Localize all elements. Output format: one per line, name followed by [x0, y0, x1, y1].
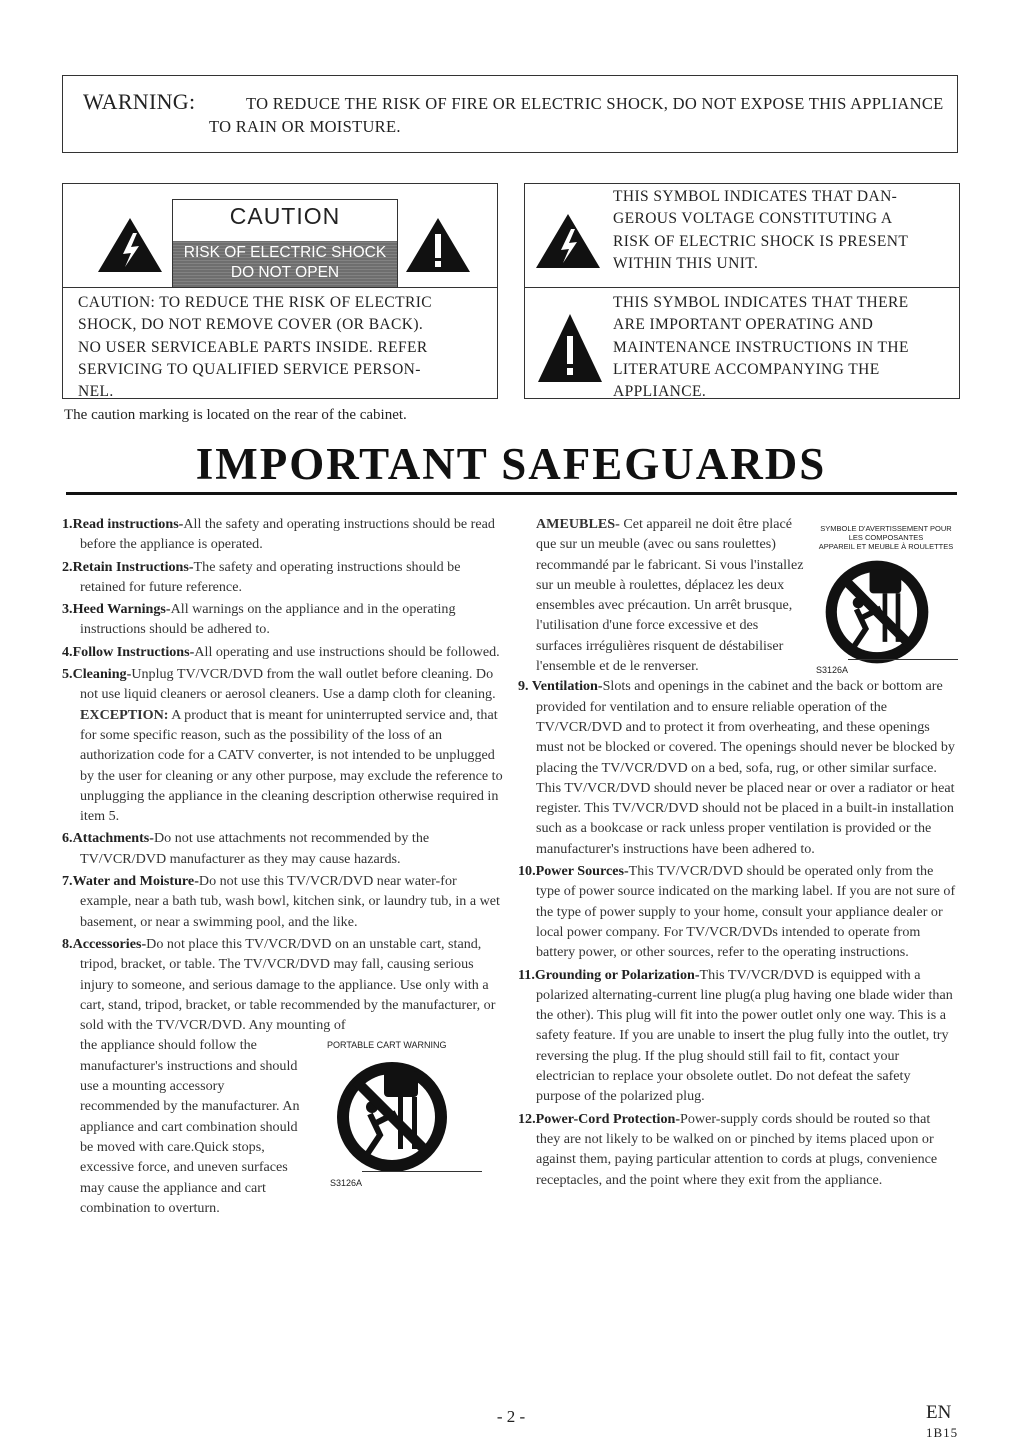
item-body: All the safety and operating instructions should be read before the appliance is operated.: [80, 516, 495, 553]
fr-label-line: SYMBOLE D'AVERTISSEMENT POUR: [820, 524, 952, 533]
cart-floor-line: [362, 1171, 482, 1172]
voltage-symbol-text: [613, 186, 958, 275]
safeguard-item: [62, 828, 507, 869]
instructions-symbol-text: [613, 292, 958, 403]
cart-warning-block: [62, 1035, 507, 1218]
item-heading: 1.Read instructions-: [62, 516, 184, 532]
lightning-symbol-icon: [534, 212, 602, 270]
item-body: Do not place this TV/VCR/DVD on an unstable cart, stand, tripod, bracket, or table. The TV/VCR/DVD may fall, causing serious injury to someone, and serious damage to the appliance. Use only with a cart, stand, tripod, bracket, or table recommended by the manufacturer, or sold with the TV/VCR/DVD. Any mounting of: [80, 935, 496, 1034]
page-title: IMPORTANT SAFEGUARDS: [195, 439, 827, 489]
item-body: All operating and use instructions should be followed.: [194, 643, 500, 660]
item-heading: 7.Water and Moisture-: [62, 873, 199, 890]
safeguard-item: [62, 557, 507, 598]
document-code: 1B15: [926, 1425, 959, 1440]
item-heading: 5.Cleaning-: [62, 666, 132, 683]
item-heading: 12.Power-Cord Protection-: [518, 1110, 681, 1127]
fr-cart-code: S3126A: [816, 665, 849, 675]
safeguard-item: [518, 676, 958, 859]
lightning-warning-icon: [96, 216, 164, 274]
page-number: - 2 -: [496, 1407, 526, 1426]
fr-label-line: APPAREIL ET MEUBLE À ROULETTES: [818, 542, 954, 551]
warning-label: WARNING:: [83, 89, 196, 114]
portable-cart-warning-icon: [332, 1057, 452, 1177]
caution-band-line-1: RISK OF ELECTRIC SHOCK: [183, 244, 387, 261]
exclamation-symbol-icon: [536, 312, 604, 384]
safeguard-item: [62, 664, 507, 705]
safeguard-item: [62, 599, 507, 640]
instructions-text-line: ARE IMPORTANT OPERATING AND: [613, 316, 874, 334]
item-heading: 11.Grounding or Polarization-: [518, 966, 700, 983]
instructions-text-line: APPLIANCE.: [613, 383, 707, 401]
language-code: EN: [926, 1402, 952, 1423]
item-continuation: the appliance should follow the manufacturer's instructions and should use a mounting accessory recommended by the manufacturer. An appliance and cart combination should be moved with care.Quick stops, excessive force, and uneven surfaces may cause the appliance and cart combination to overturn.: [80, 1037, 300, 1216]
cart-code: S3126A: [330, 1178, 363, 1189]
instructions-text-line: LITERATURE ACCOMPANYING THE: [613, 360, 880, 378]
safeguard-item: [518, 965, 958, 1107]
fr-cart-floor-line: [848, 659, 958, 660]
cart-warning-label: PORTABLE CART WARNING: [327, 1040, 447, 1051]
instructions-text-line: MAINTENANCE INSTRUCTIONS IN THE: [613, 338, 909, 356]
symbol-divider: [524, 287, 960, 288]
caution-text-line: SERVICING TO QUALIFIED SERVICE PERSON-: [78, 360, 421, 378]
left-column: [62, 514, 507, 1218]
item-body: All warnings on the appliance and in the operating instructions should be adhered to.: [80, 601, 456, 638]
warning-box: [62, 75, 958, 153]
item-body: The safety and operating instructions should be retained for future reference.: [80, 558, 461, 595]
ameubles-paragraph: [518, 514, 806, 676]
voltage-text-line: THIS SYMBOL INDICATES THAT DAN-: [613, 188, 898, 205]
safeguard-item: [62, 514, 507, 555]
warning-line-2: TO RAIN OR MOISTURE.: [209, 117, 401, 136]
ameubles-body: Cet appareil ne doit être placé que sur un meuble (avec ou sans roulettes) recommandé par le fabricant. Si vous l'installez sur un meuble à roulettes, déplacez les deux ensembles avec précaution. Un arrêt brusque, l'utilisation d'une force excessive et des surfaces irrégulières risquent de déstabiliser l'ensemble et de le renverser.: [536, 516, 804, 675]
voltage-text-line: GEROUS VOLTAGE CONSTITUTING A: [613, 210, 893, 228]
exclamation-warning-icon: [404, 216, 472, 274]
caution-note: The caution marking is located on the rear of the cabinet.: [64, 407, 407, 423]
voltage-text-line: WITHIN THIS UNIT.: [613, 254, 759, 272]
caution-title: CAUTION: [229, 203, 341, 229]
item-body: This TV/VCR/DVD is equipped with a polarized alternating-current line plug(a plug having one blade wider than the other). This plug will fit into the power outlet only one way. This is a safety feature. If you are unable to insert the plug fully into the outlet, try reversing the plug. If the plug should still fail to fit, contact your electrician to replace your obsolete outlet. Do not defeat the safety purpose of the polarized plug.: [536, 966, 953, 1105]
exception-body: A product that is meant for uninterrupted service and, that for some specific reason, such as the possibility of the loss of an authorization code for a CATV converter, is not intended to be unplugged by the user for cleaning or any other purpose, may exclude the reference to unplugging the appliance in the cleaning description otherwise required in item 5.: [80, 706, 503, 825]
caution-text-line: NEL.: [78, 383, 114, 401]
item-heading: 10.Power Sources-: [518, 863, 629, 880]
item-heading: 4.Follow Instructions-: [62, 643, 195, 660]
item-body: Power-supply cords should be routed so that they are not likely to be walked on or pinched by items placed upon or against them, paying particular attention to cords at plugs, convenience receptacles, and the point where they exit from the appliance.: [536, 1110, 938, 1188]
item-heading: 3.Heed Warnings-: [62, 601, 171, 618]
caution-text-line: SHOCK, DO NOT REMOVE COVER (OR BACK).: [78, 316, 424, 334]
safeguard-item: [518, 1109, 958, 1190]
ameubles-heading: AMEUBLES-: [536, 516, 620, 532]
item-body: This TV/VCR/DVD should be operated only from the type of power source indicated on the marking label. If you are not sure of the type of power supply to your home, consult your appliance dealer or local power company. For TV/VCR/DVDs intended to operate from battery power, or other sources, refer to the operating instructions.: [536, 863, 956, 961]
caution-band-line-2: DO NOT OPEN: [230, 264, 340, 281]
exception-heading: EXCEPTION:: [80, 706, 169, 723]
item-body: Do not use attachments not recommended by the TV/VCR/DVD manufacturer as they may cause hazards.: [80, 830, 430, 867]
caution-text: [78, 292, 493, 403]
safeguard-item: [518, 861, 958, 962]
caution-label: [172, 199, 398, 287]
caution-text-line: NO USER SERVICEABLE PARTS INSIDE. REFER: [78, 338, 428, 356]
voltage-text-line: RISK OF ELECTRIC SHOCK IS PRESENT: [613, 232, 909, 250]
instructions-text-line: THIS SYMBOL INDICATES THAT THERE: [613, 294, 909, 311]
ameubles-block: [518, 514, 958, 676]
title-rule: [66, 492, 957, 495]
exception-paragraph: [62, 705, 507, 827]
item-body: Slots and openings in the cabinet and the back or bottom are provided for ventilation and to ensure reliable operation of the TV/VCR/DVD and to protect it from overheating, and these openings must not be blocked or covered. The openings should never be blocked by placing the TV/VCR/DVD on a bed, sofa, rug, or other similar surface. This TV/VCR/DVD should never be placed near or over a radiator or heat register. This TV/VCR/DVD should not be placed in a built-in installation such as a bookcase or rack unless proper ventilation is provided or the manufacturer's instructions have been adhered to.: [536, 678, 955, 857]
item-heading: 6.Attachments-: [62, 830, 154, 847]
item-body: Do not use this TV/VCR/DVD near water-for example, near a bath tub, wash bowl, kitchen sink, or laundry tub, in a wet basement, or near a swimming pool, and the like.: [80, 873, 500, 930]
fr-cart-warning-icon: [821, 556, 933, 668]
item-heading: 2.Retain Instructions-: [62, 558, 194, 575]
fr-label-line: LES COMPOSANTES: [848, 533, 924, 542]
caution-divider: [62, 287, 498, 288]
safeguard-item: [62, 934, 507, 1035]
caution-band: [173, 241, 397, 288]
item-heading: 8.Accessories-: [62, 935, 147, 952]
safeguard-item: [62, 642, 507, 662]
right-column: [518, 514, 958, 1192]
caution-text-line: CAUTION: TO REDUCE THE RISK OF ELECTRIC: [78, 294, 433, 311]
safeguard-item: [62, 871, 507, 932]
fr-cart-label: [806, 524, 966, 551]
item-body: Unplug TV/VCR/DVD from the wall outlet before cleaning. Do not use liquid cleaners or aerosol cleaners. Use a damp cloth for cleaning.: [80, 666, 496, 703]
warning-line-1: TO REDUCE THE RISK OF FIRE OR ELECTRIC SHOCK, DO NOT EXPOSE THIS APPLIANCE: [246, 94, 944, 113]
item-heading: 9. Ventilation-: [518, 678, 603, 695]
